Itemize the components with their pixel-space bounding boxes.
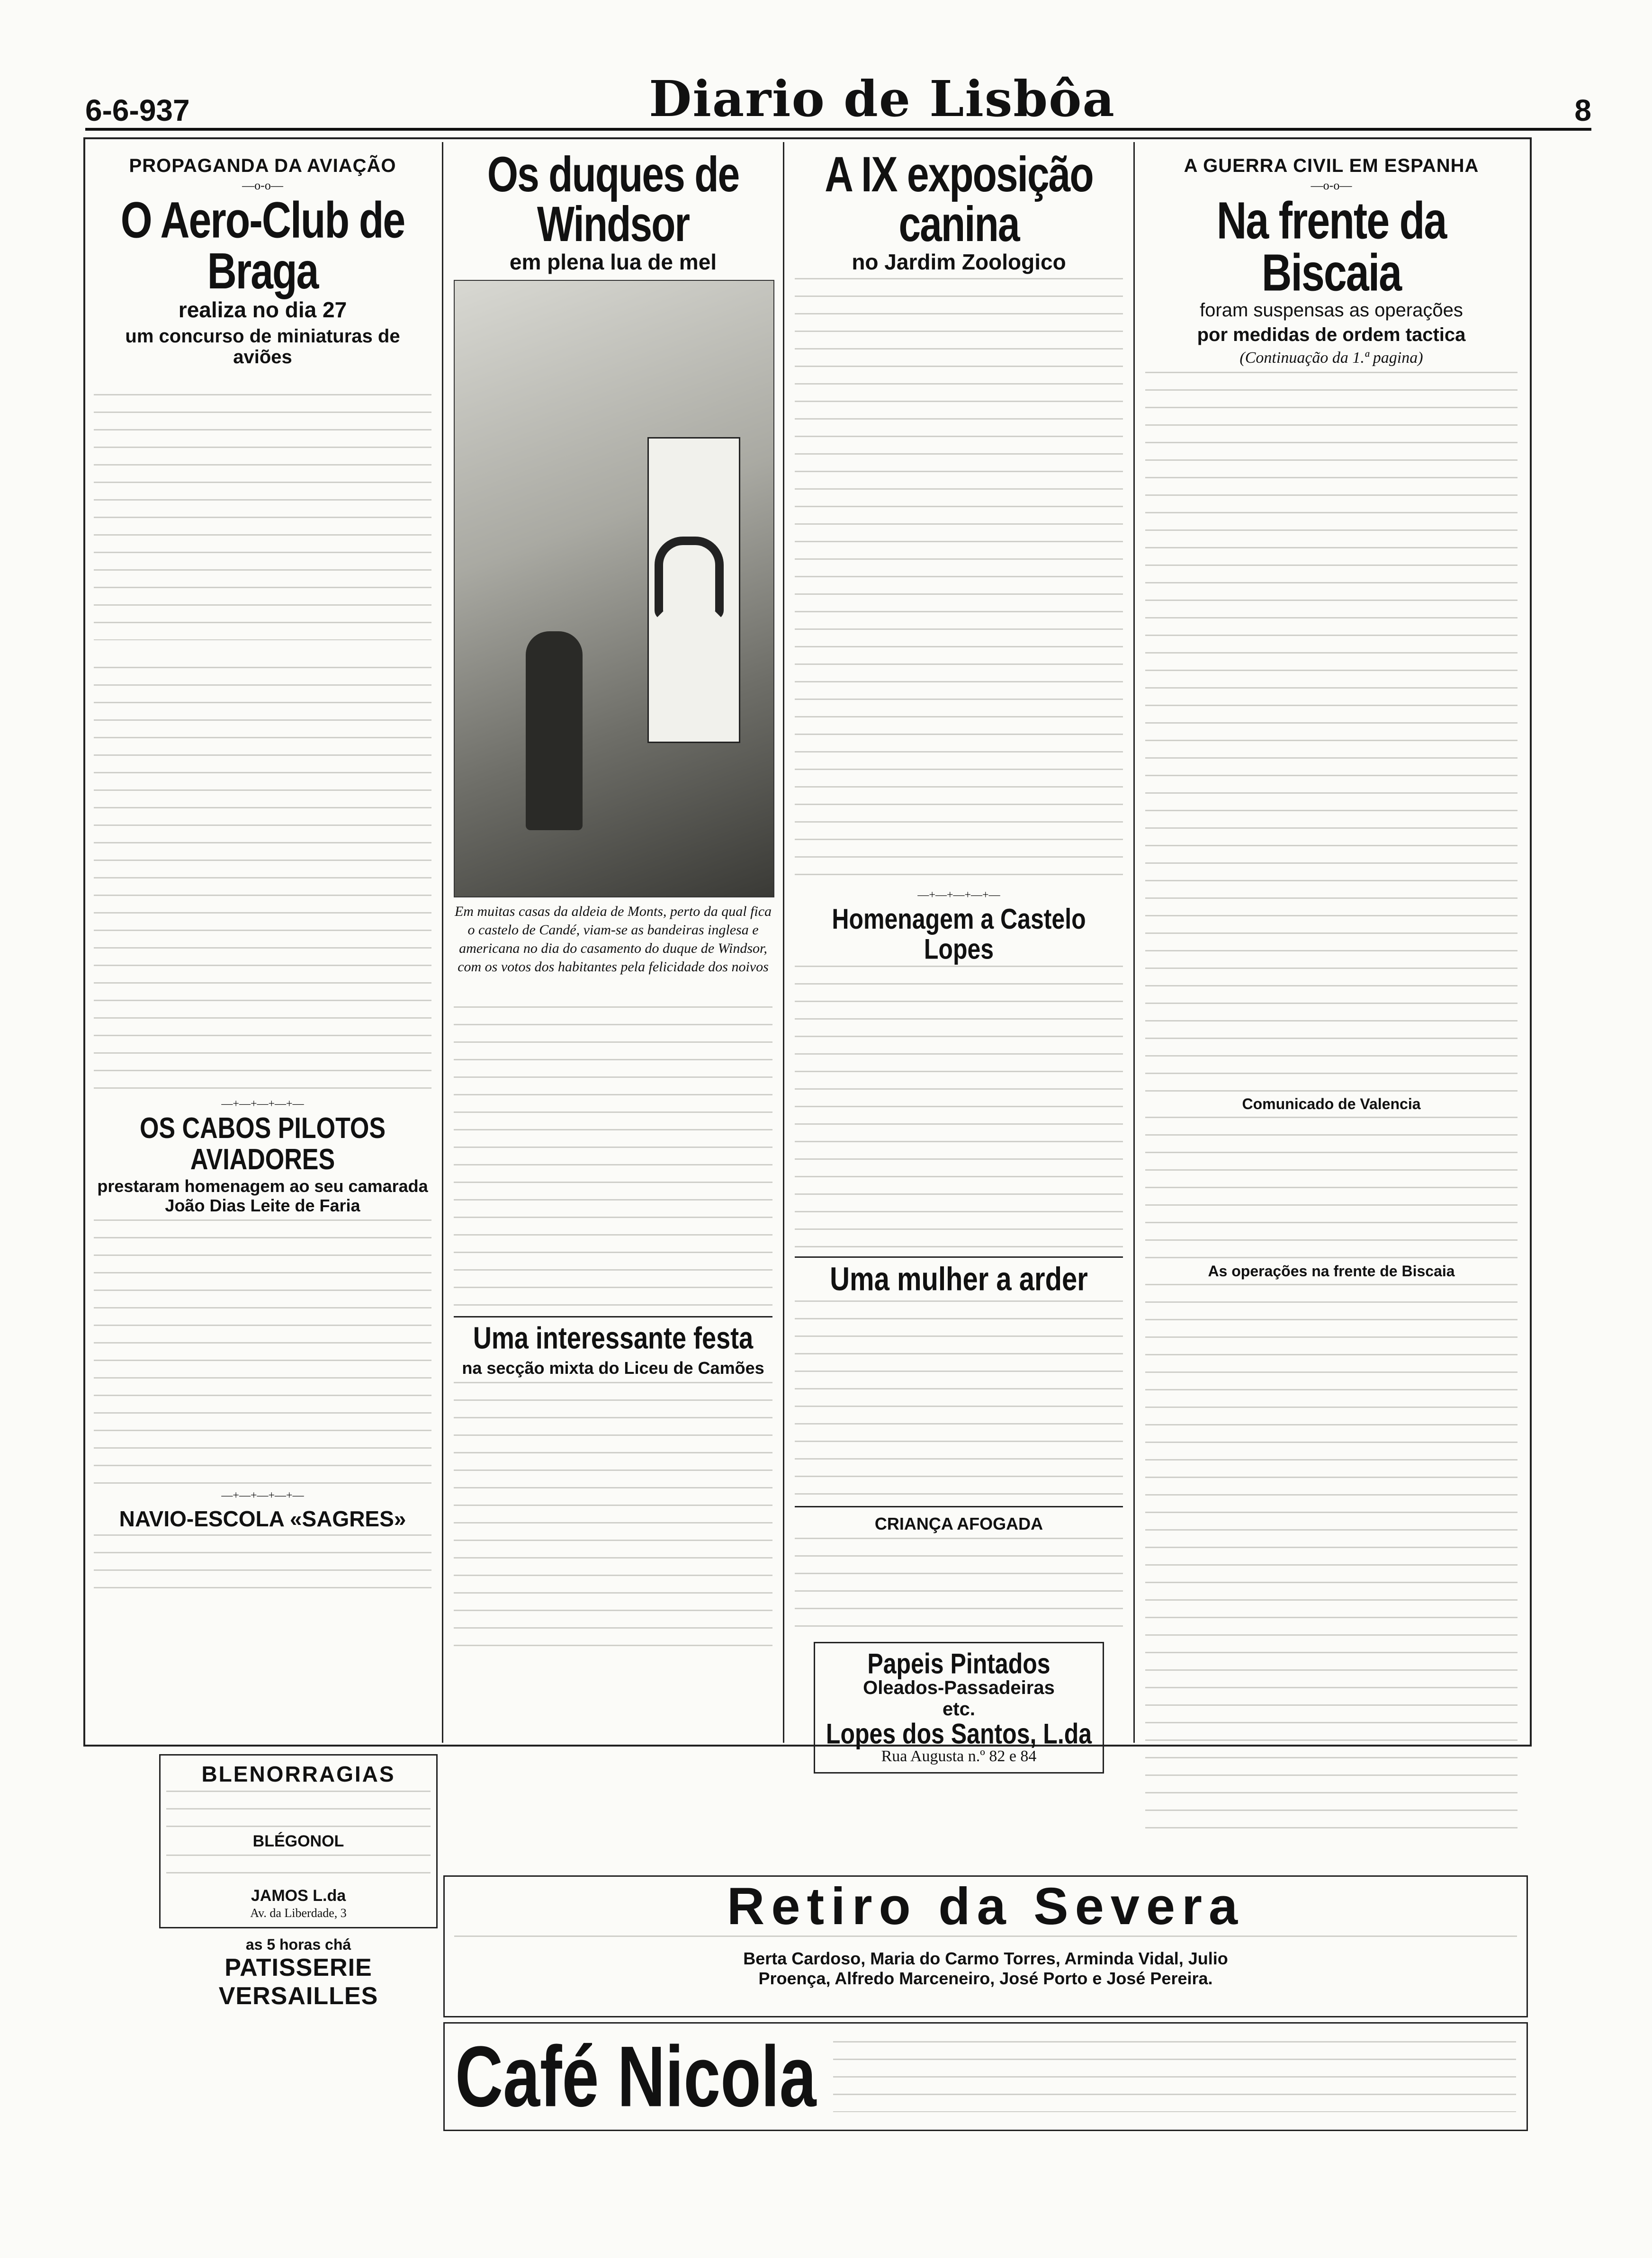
advertisement-patisserie: [156, 1936, 440, 2010]
page-number: 8: [1574, 93, 1591, 127]
article-headline: CRIANÇA AFOGADA: [874, 1514, 1043, 1534]
ad-title: Café Nicola: [455, 2028, 817, 2125]
article-subheadline: foram suspensas as operações: [1200, 300, 1463, 321]
column-aviation: [83, 142, 443, 1743]
illegible-text-block: [454, 1382, 772, 1647]
left-advertisements: [156, 1747, 440, 2010]
ad-product: BLÉGONOL: [252, 1832, 344, 1850]
advertisement-retiro-severa: [443, 1875, 1528, 2017]
illegible-text-block: [94, 667, 431, 1093]
article-headline: Uma interessante festa: [473, 1321, 754, 1355]
article-headline: Na frente da Biscaia: [1216, 191, 1446, 302]
illegible-text-block: [454, 1935, 1517, 1946]
illegible-text-block: [166, 1855, 431, 1883]
ad-line: Berta Cardoso, Maria do Carmo Torres, Arminda Vidal, Julio: [743, 1949, 1228, 1968]
illegible-text-block: [94, 1219, 431, 1485]
ad-line: etc.: [943, 1698, 975, 1720]
ad-line: Oleados-Passadeiras: [863, 1677, 1055, 1698]
illegible-text-block: [166, 1791, 431, 1828]
divider: [795, 1506, 1123, 1507]
article-headline: NAVIO-ESCOLA «SAGRES»: [119, 1506, 406, 1531]
illegible-text-block: [795, 966, 1123, 1250]
ad-company: Lopes dos Santos, L.da: [826, 1718, 1092, 1750]
illegible-text-block: [94, 1534, 431, 1591]
article-subheadline: realiza no dia 27: [178, 297, 347, 322]
article-subheadline: prestaram homenagem ao seu camarada João Dias Leite de Faria: [97, 1176, 428, 1216]
divider: [454, 1316, 772, 1317]
section-kicker: A GUERRA CIVIL EM ESPANHA: [1184, 155, 1479, 176]
ad-address: Rua Augusta n.º 82 e 84: [881, 1747, 1037, 1765]
ornament: —o-o—: [1311, 179, 1352, 192]
article-headline: OS CABOS PILOTOS AVIADORES: [139, 1111, 386, 1176]
article-subheadline: na secção mixta do Liceu de Camões: [462, 1358, 764, 1378]
article-paragraph: [454, 984, 772, 1003]
photo-caption: Em muitas casas da aldeia de Monts, perto da qual fica o castelo de Candé, viam-se as bandeiras inglesa e americana no dia do casamento do duque de Windsor, com os votos dos habitantes pela felicidade dos noivos: [454, 903, 772, 975]
article-subheadline: um concurso de miniaturas de aviões: [125, 325, 400, 367]
ad-title: Papeis Pintados: [867, 1648, 1050, 1680]
article-headline: Uma mulher a arder: [830, 1260, 1088, 1298]
ad-title: PATISSERIE VERSAILLES: [218, 1953, 378, 2010]
article-headline: A IX exposição canina: [825, 146, 1093, 252]
illegible-text-block: [1145, 1284, 1517, 1843]
illegible-text-block: [454, 1006, 772, 1309]
newspaper-title: Diario de Lisbôa: [649, 70, 1115, 128]
illegible-text-block: [795, 1300, 1123, 1499]
article-subheadline: em plena lua de mel: [509, 250, 717, 274]
advertisement-papeis: [814, 1642, 1104, 1774]
divider: [795, 1256, 1123, 1258]
article-headline: Os duques de Windsor: [487, 146, 739, 252]
ad-title: Retiro da Severa: [727, 1877, 1245, 1935]
news-photo: [454, 280, 774, 897]
horseshoe-icon: [655, 537, 724, 620]
article-subheadline: por medidas de ordem tactica: [1197, 324, 1466, 345]
column-windsor: [443, 142, 784, 1743]
ad-line: as 5 horas chá: [245, 1935, 351, 1953]
ad-title: BLENORRAGIAS: [201, 1762, 395, 1786]
ad-seller: JAMOS L.da: [251, 1887, 346, 1905]
illegible-text-block: [1145, 1117, 1517, 1259]
separator: —+—+—+—+—: [221, 1489, 304, 1502]
photo-figure: [526, 631, 583, 830]
continuation-note: (Continuação da 1.ª pagina): [1239, 349, 1423, 367]
illegible-text-block: [833, 2041, 1516, 2112]
issue-date: 6-6-937: [85, 93, 190, 127]
advertisement-cafe-nicola: [443, 2022, 1528, 2131]
article-paragraph: [94, 644, 431, 663]
subsection-heading: Comunicado de Valencia: [1242, 1095, 1421, 1112]
illegible-text-block: [94, 394, 431, 640]
illegible-text-block: [795, 1538, 1123, 1632]
separator: —+—+—+—+—: [221, 1097, 304, 1110]
column-spain: [1135, 142, 1528, 1743]
separator: —+—+—+—+—: [917, 888, 1000, 901]
ad-address: Av. da Liberdade, 3: [250, 1906, 347, 1920]
subsection-heading: As operações na frente de Biscaia: [1208, 1262, 1455, 1280]
masthead: [85, 66, 1591, 131]
section-kicker: PROPAGANDA DA AVIAÇÃO: [129, 155, 396, 176]
ornament: —o-o—: [242, 179, 283, 192]
column-canine: [784, 142, 1135, 1765]
illegible-text-block: [1145, 372, 1517, 1092]
article-headline: O Aero-Club de Braga: [120, 192, 405, 300]
article-paragraph: [94, 371, 431, 390]
ad-line: Proença, Alfredo Marceneiro, José Porto e José Pereira.: [758, 1969, 1213, 1988]
illegible-text-block: [795, 278, 1123, 884]
article-headline: Homenagem a Castelo Lopes: [832, 903, 1086, 965]
article-subheadline: no Jardim Zoologico: [852, 250, 1066, 274]
advertisement-blenorragias: [159, 1754, 438, 1928]
